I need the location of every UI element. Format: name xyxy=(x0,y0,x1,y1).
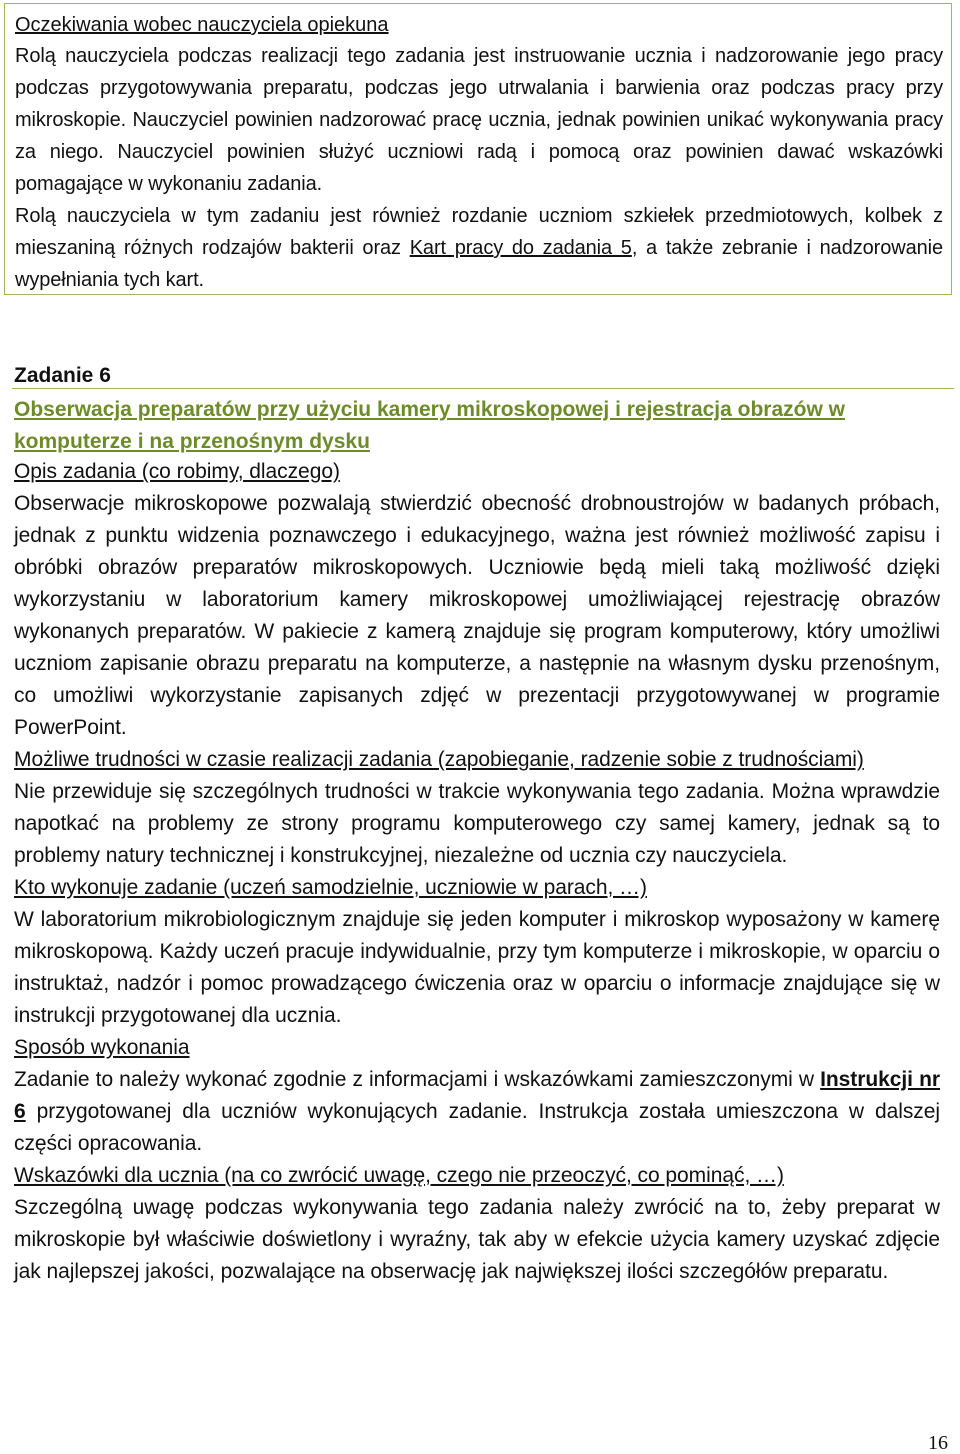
task-content xyxy=(14,456,940,1288)
task-heading-underline xyxy=(12,362,954,389)
section-hints-text: Szczególną uwagę podczas wykonywania tego zadania należy zwrócić na to, żeby preparat w mikroskopie był właściwie doświetlony i wyraźny, tak aby w efekcie użycia kamery uzyskać zdjęcie jak najlepszej jakości, pozwalające na obserwację jak największej ilości szczegółów preparatu. xyxy=(14,1196,940,1283)
section-method-title: Sposób wykonania xyxy=(14,1036,190,1059)
teacher-expectations-paragraph-2 xyxy=(15,200,943,296)
paragraph-2-text-before: Rolą nauczyciela w tym zadaniu jest również rozdanie uczniom szkiełek przedmiotowych, kolbek z mieszaniną różnych rodzajów bakterii oraz xyxy=(15,205,943,259)
teacher-expectations-body xyxy=(15,40,943,296)
worksheet-link[interactable]: Kart pracy do zadania 5 xyxy=(409,237,632,259)
teacher-expectations-title: Oczekiwania wobec nauczyciela opiekuna xyxy=(15,14,389,36)
task-heading: Zadanie 6 xyxy=(14,364,111,387)
section-difficulties-title: Możliwe trudności w czasie realizacji zadania (zapobieganie, radzenie sobie z trudnościami) xyxy=(14,748,864,771)
section-description-text: Obserwacje mikroskopowe pozwalają stwierdzić obecność drobnoustrojów w badanych próbach, jednak z punktu widzenia poznawczego i edukacyjnego, ważna jest również możliwość zapisu i obróbki obrazów preparatów mikroskopowych. Uczniowie będą mieli taką możliwość dzięki wykorzystaniu w laboratorium kamery mikroskopowej umożliwiającej rejestrację obrazów wykonanych preparatów. W pakiecie z kamerą znajduje się program komputerowy, który umożliwi uczniom zapisanie obrazu preparatu na komputerze, a następnie na własnym dysku przenośnym, co umożliwi wykorzystanie zapisanych zdjęć w prezentacji przygotowywanej w programie PowerPoint. xyxy=(14,492,940,739)
section-who-title: Kto wykonuje zadanie (uczeń samodzielnie, uczniowie w parach, …) xyxy=(14,876,647,899)
teacher-expectations-paragraph-1: Rolą nauczyciela podczas realizacji tego zadania jest instruowanie ucznia i nadzorowanie jego pracy podczas przygotowywania preparatu, podczas jego utrwalania i barwienia oraz podczas pracy przy mikroskopie. Nauczyciel powinien nadzorować pracę ucznia, jednak powinien unikać wykonywania pracy za niego. Nauczyciel powinien służyć uczniowi radą i pomocą oraz powinien dawać wskazówki pomagające w wykonaniu zadania. xyxy=(15,45,943,195)
section-description-title: Opis zadania (co robimy, dlaczego) xyxy=(14,460,340,483)
section-hints-title: Wskazówki dla ucznia (na co zwrócić uwagę, czego nie przeoczyć, co pominąć, …) xyxy=(14,1164,784,1187)
page-number: 16 xyxy=(928,1432,948,1454)
teacher-expectations-box xyxy=(4,3,952,295)
method-text-after: przygotowanej dla uczniów wykonujących zadanie. Instrukcja została umieszczona w dalszej części opracowania. xyxy=(14,1100,940,1155)
method-text-before: Zadanie to należy wykonać zgodnie z informacjami i wskazówkami zamieszczonymi w xyxy=(14,1068,821,1091)
instruction-reference: Instrukcji nr 6 xyxy=(14,1068,940,1123)
section-difficulties-text: Nie przewiduje się szczególnych trudności w trakcie wykonywania tego zadania. Można wprawdzie napotkać na problemy ze strony programu komputerowego czy samej kamery, jednak są to problemy natury technicznej i konstrukcyjnej, niezależne od ucznia czy nauczyciela. xyxy=(14,780,940,867)
section-who-text: W laboratorium mikrobiologicznym znajduje się jeden komputer i mikroskop wyposażony w kamerę mikroskopową. Każdy uczeń pracuje indywidualnie, przy tym komputerze i mikroskopie, w oparciu o instruktaż, nadzór i pomoc prowadzącego ćwiczenia oraz w oparciu o informacje znajdujące się w instrukcji przygotowanej dla ucznia. xyxy=(14,908,940,1027)
paragraph-2-text-after: , a także zebranie i nadzorowanie wypełniania tych kart. xyxy=(15,237,943,291)
section-method-text xyxy=(14,1064,940,1160)
task-topic: Obserwacja preparatów przy użyciu kamery mikroskopowej i rejestracja obrazów w komputerze i na przenośnym dysku xyxy=(14,398,845,453)
